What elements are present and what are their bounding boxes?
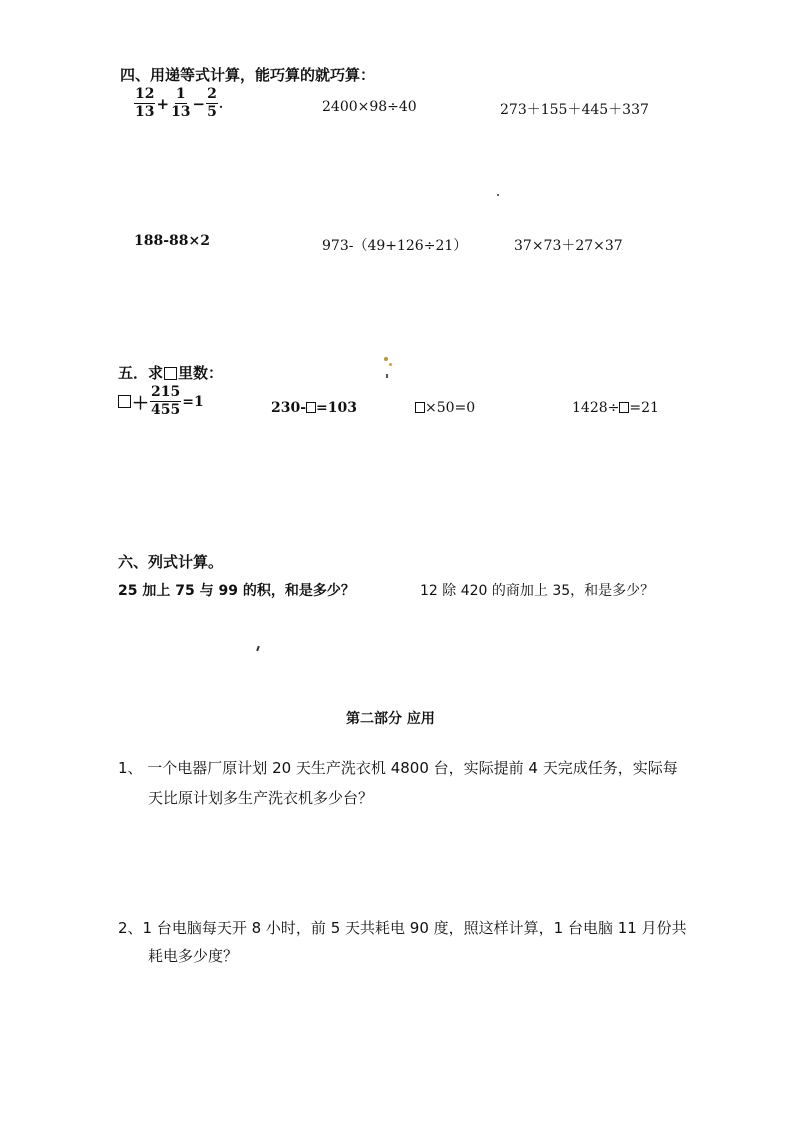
- s5-q3-post: ×50=0: [425, 400, 476, 416]
- problem-2-line-2: 耗电多少度？: [148, 947, 239, 965]
- denominator: 455: [151, 402, 181, 418]
- scan-speck: [256, 646, 260, 651]
- s6-q1-text: 25 加上 75 与 99 的积，和是多少？: [118, 583, 355, 599]
- s4-q4-expression: 188-88×2: [134, 233, 210, 249]
- s5-q4-expression: [572, 400, 659, 416]
- scan-speck: [384, 357, 388, 361]
- s5-q3-expression: [415, 400, 475, 416]
- s4-q2-expression: 2400×98÷40: [322, 99, 417, 115]
- s4-q3-expression: 273＋155＋445＋337: [500, 102, 649, 118]
- s6-q2-text: 12 除 420 的商加上 35，和是多少？: [420, 583, 655, 599]
- s4-q6-expression: 37×73＋27×37: [514, 238, 623, 254]
- problem-1-line-2: 天比原计划多生产洗衣机多少台？: [148, 789, 374, 807]
- denominator: 13: [135, 104, 155, 120]
- equals-one: =1: [182, 393, 204, 410]
- numerator: 2: [207, 86, 217, 102]
- s5-q4-post: =21: [629, 400, 659, 416]
- section-5-title-pre: 五．求: [118, 364, 164, 382]
- fraction-1-13: [170, 86, 191, 121]
- scan-speck: [389, 363, 392, 366]
- section-6-title: 六、列式计算。: [118, 553, 224, 571]
- denominator: 13: [171, 104, 191, 120]
- denominator: 5: [207, 104, 217, 120]
- problem-2-line-1: 2、1 台电脑每天开 8 小时，前 5 天共耗电 90 度，照这样计算，1 台电脑 11 月份共: [118, 919, 687, 937]
- s4-q1-fraction-expression: [134, 86, 224, 121]
- plus-sign: +: [156, 94, 170, 113]
- s5-q2-pre: 230-: [271, 400, 307, 416]
- fraction-12-13: [134, 86, 155, 121]
- fraction-215-455: [150, 384, 181, 419]
- section-5-title-post: 里数：: [178, 364, 224, 382]
- s5-q4-pre: 1428÷: [572, 400, 620, 416]
- s5-q2-post: =103: [316, 400, 358, 416]
- minus-sign: −: [192, 94, 206, 113]
- problem-1-line-1: 1、 一个电器厂原计划 20 天生产洗衣机 4800 台，实际提前 4 天完成任务，实际每: [118, 759, 678, 777]
- blank-box-icon: [164, 367, 177, 380]
- section-4-title: 四、用递等式计算，能巧算的就巧算：: [120, 66, 376, 84]
- s5-q1-expression: [118, 384, 205, 419]
- s4-q5-expression: 973-（49+126÷21）: [322, 238, 468, 254]
- numerator: 12: [135, 86, 155, 102]
- plus-sign: ＋: [132, 394, 149, 414]
- scan-speck: [497, 194, 499, 196]
- part-2-title: 第二部分 应用: [346, 711, 435, 727]
- blank-box-icon: [306, 402, 316, 413]
- scan-speck: [386, 374, 388, 378]
- numerator: 215: [151, 384, 181, 400]
- period: .: [218, 96, 224, 111]
- numerator: 1: [175, 86, 186, 102]
- s5-q2-expression: [271, 400, 357, 416]
- section-5-title: [118, 362, 223, 383]
- fraction-2-5: [206, 86, 218, 121]
- blank-box-icon: [415, 402, 425, 413]
- blank-box-icon: [619, 402, 629, 413]
- blank-box-icon: [118, 395, 131, 408]
